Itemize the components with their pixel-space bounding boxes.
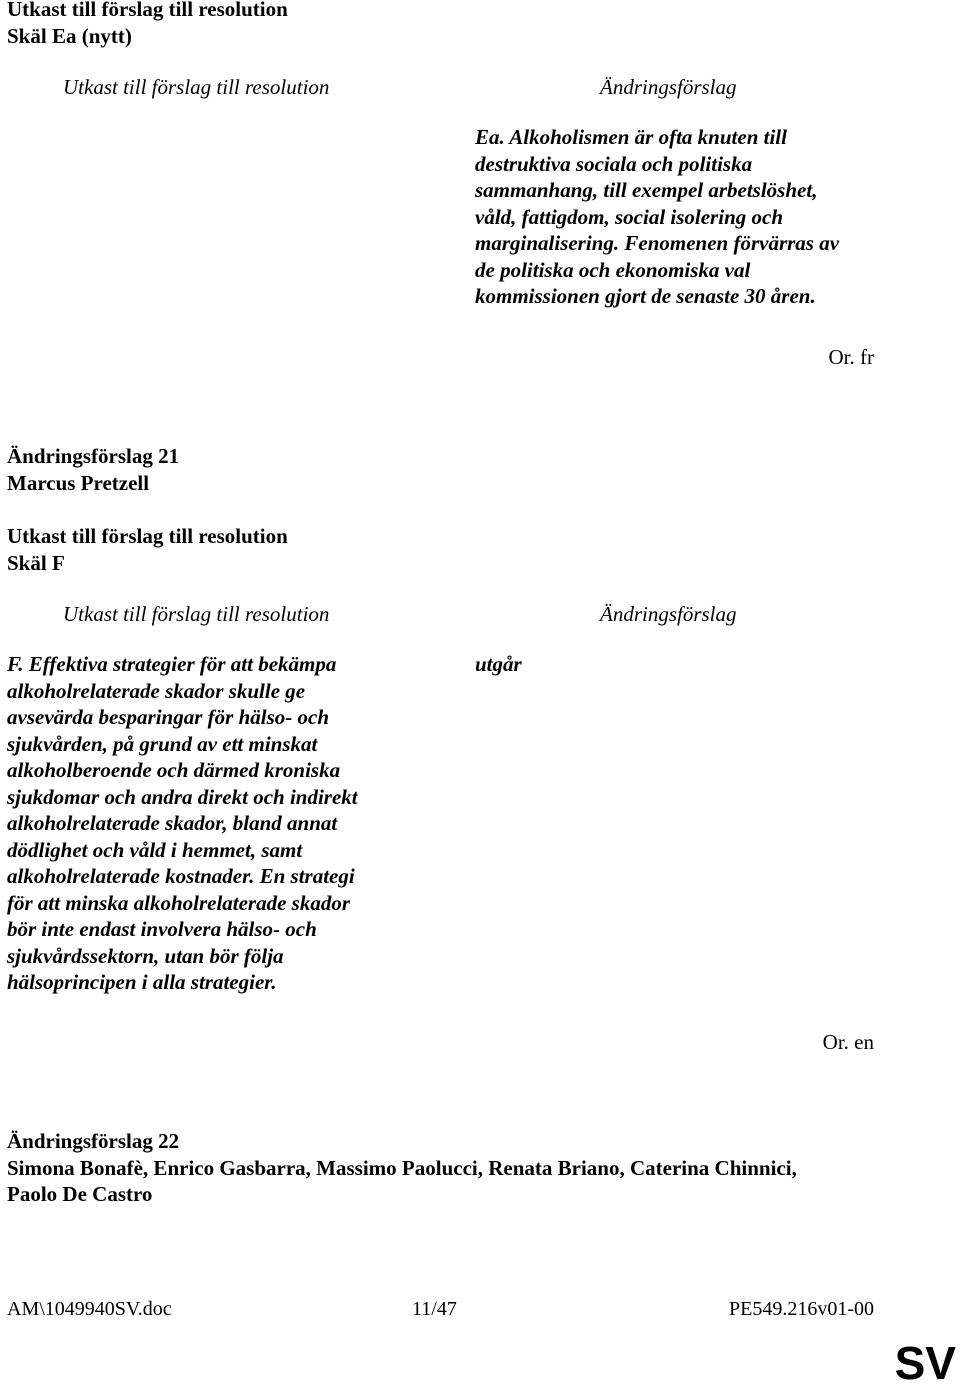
amendment-21-section — [7, 523, 288, 576]
text-line: sammanhang, till exempel arbetslöshet, — [475, 178, 818, 202]
text-line: sjukvården, på grund av ett minskat — [7, 731, 318, 756]
text-line: alkoholrelaterade kostnader. En strategi — [7, 864, 355, 888]
text-line: Ea. Alkoholismen är ofta knuten till — [475, 125, 787, 149]
text-line: dödlighet och våld i hemmet, samt — [7, 837, 303, 862]
language-code: SV — [894, 1337, 956, 1389]
section-line1: Utkast till förslag till resolution — [7, 524, 288, 548]
column-label-draft: Utkast till förslag till resolution — [63, 602, 330, 626]
section-heading-line1: Utkast till förslag till resolution — [7, 0, 288, 21]
amended-text-deleted: utgår — [475, 652, 522, 676]
text-line: sjukvårdssektorn, utan bör följa — [7, 943, 284, 968]
section-line2: Skäl F — [7, 550, 65, 575]
column-label-draft: Utkast till förslag till resolution — [63, 75, 330, 99]
text-line: destruktiva sociala och politiska — [475, 151, 753, 176]
amendment-title: Ändringsförslag 21 — [7, 444, 180, 468]
text-line: avsevärda besparingar för hälso- och — [7, 705, 330, 729]
text-line: alkoholberoende och därmed kroniska — [7, 758, 341, 782]
amendment-authors-line1: Simona Bonafè, Enrico Gasbarra, Massimo Paolucci, Renata Briano, Caterina Chinnici, — [7, 1155, 797, 1180]
text-line: våld, fattigdom, social isolering och — [475, 204, 783, 229]
amendment-22-header — [7, 1128, 797, 1208]
text-line: för att minska alkoholrelaterade skador — [7, 890, 351, 915]
text-line: de politiska och ekonomiska val — [475, 257, 751, 282]
footer-page-number: 11/47 — [412, 1298, 457, 1320]
amendment-21-header — [7, 443, 179, 496]
text-line: F. Effektiva strategier för att bekämpa — [7, 652, 337, 676]
text-line: bör inte endast involvera hälso- och — [7, 917, 317, 941]
amendment-title: Ändringsförslag 22 — [7, 1129, 180, 1153]
column-label-amendment: Ändringsförslag — [600, 602, 737, 626]
original-language: Or. en — [822, 1030, 874, 1054]
text-line: kommissionen gjort de senaste 30 åren. — [475, 284, 816, 308]
text-line: marginalisering. Fenomenen förvärras av — [475, 231, 840, 255]
amendment-authors-line2: Paolo De Castro — [7, 1182, 153, 1206]
original-text-f — [7, 651, 437, 996]
text-line: alkoholrelaterade skador, bland annat — [7, 811, 338, 835]
footer-pe-ref: PE549.216v01-00 — [729, 1298, 874, 1320]
text-line: hälsoprincipen i alla strategier. — [7, 970, 277, 994]
amendment-text-ea — [475, 124, 945, 310]
text-line: alkoholrelaterade skador skulle ge — [7, 678, 306, 703]
text-line: sjukdomar och andra direkt och indirekt — [7, 784, 358, 809]
section-heading — [7, 0, 288, 49]
amendment-author: Marcus Pretzell — [7, 470, 150, 495]
footer-doc-ref: AM\1049940SV.doc — [7, 1298, 172, 1320]
section-heading-line2: Skäl Ea (nytt) — [7, 23, 132, 48]
original-language: Or. fr — [828, 345, 874, 369]
column-label-amendment: Ändringsförslag — [600, 75, 737, 99]
